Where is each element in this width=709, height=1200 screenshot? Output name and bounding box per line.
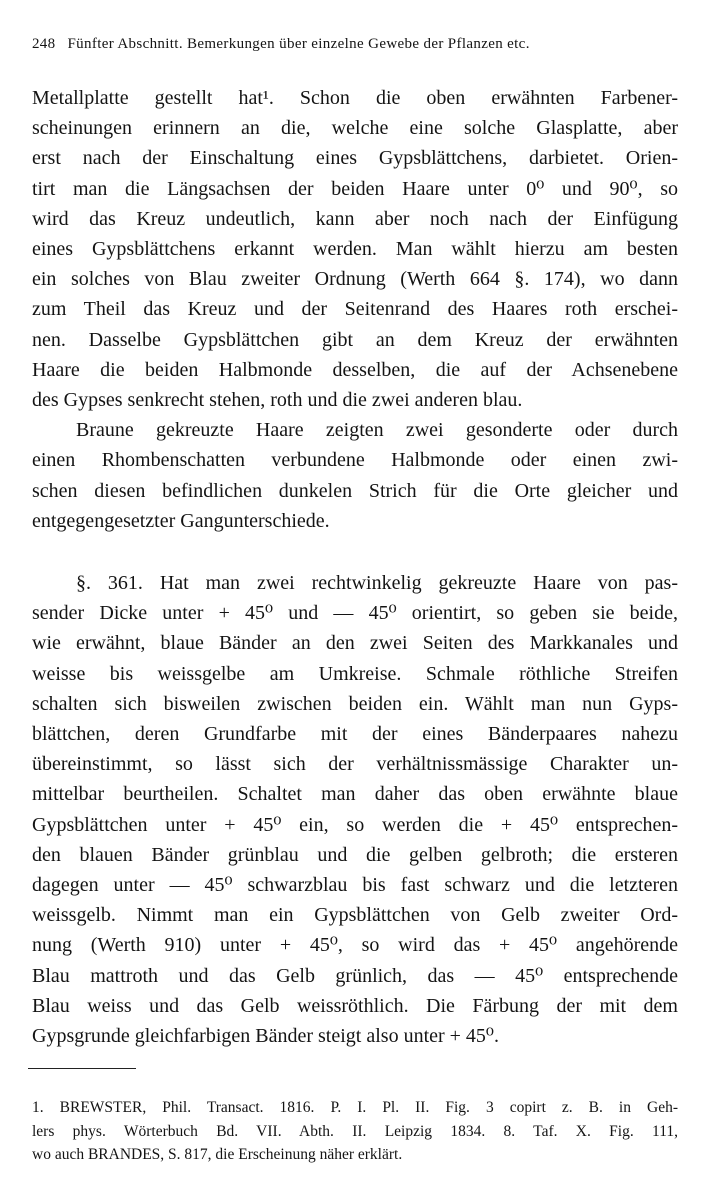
text-line: mittelbar beurtheilen. Schaltet man daher das oben erwähnte blaue xyxy=(32,783,678,806)
footnote xyxy=(32,1096,678,1167)
text-line: scheinungen erinnern an die, welche eine solche Glasplatte, aber xyxy=(32,117,678,140)
text-line: Gypsblättchen unter + 45⁰ ein, so werden die + 45⁰ entsprechen- xyxy=(32,813,678,836)
text-line: zum Theil das Kreuz und der Seitenrand des Haares roth erschei- xyxy=(32,298,678,321)
text-line: wie erwähnt, blaue Bänder an den zwei Seiten des Markkanales und xyxy=(32,632,678,655)
text-line: des Gypses senkrecht stehen, roth und die zwei anderen blau. xyxy=(32,389,523,412)
text-line: Metallplatte gestellt hat¹. Schon die oben erwähnten Farbener- xyxy=(32,87,678,109)
section-gap xyxy=(32,536,678,568)
paragraph-2 xyxy=(32,415,678,536)
text-line: tirt man die Längsachsen der beiden Haare unter 0⁰ und 90⁰, so xyxy=(32,177,678,200)
text-line: Gypsgrunde gleichfarbigen Bänder steigt also unter + 45⁰. xyxy=(32,1025,499,1048)
text-line: ein solches von Blau zweiter Ordnung (Werth 664 §. 174), wo dann xyxy=(32,268,678,291)
text-line: Blau mattroth und das Gelb grünlich, das — 45⁰ entsprechende xyxy=(32,964,678,987)
text-line: schen diesen befindlichen dunkelen Strich für die Orte gleicher und xyxy=(32,479,678,502)
text-line: den blauen Bänder grünblau und die gelben gelbroth; die ersteren xyxy=(32,843,678,866)
text-line: Braune gekreuzte Haare zeigten zwei gesonderte oder durch xyxy=(76,419,678,442)
footnote-line: lers phys. Wörterbuch Bd. VII. Abth. II. Leipzig 1834. 8. Taf. X. Fig. 111, xyxy=(32,1122,678,1140)
text-line: blättchen, deren Grundfarbe mit der eines Bänderpaares nahezu xyxy=(32,723,678,746)
text-line: §. 361. Hat man zwei rechtwinkelig gekreuzte Haare von pas- xyxy=(76,572,678,595)
running-title: Fünfter Abschnitt. Bemerkungen über einzelne Gewebe der Pflanzen etc. xyxy=(67,36,530,52)
text-line: übereinstimmt, so lässt sich der verhältnissmässige Charakter un- xyxy=(32,753,678,776)
text-line: weisse bis weissgelbe am Umkreise. Schmale röthliche Streifen xyxy=(32,662,678,685)
text-line: einen Rhombenschatten verbundene Halbmonde oder einen zwi- xyxy=(32,449,678,472)
text-line: schalten sich bisweilen zwischen beiden ein. Wählt man nun Gyps- xyxy=(32,692,678,715)
text-line: Blau weiss und das Gelb weissröthlich. Die Färbung der mit dem xyxy=(32,994,678,1017)
text-line: nen. Dasselbe Gypsblättchen gibt an dem Kreuz der erwähnten xyxy=(32,328,678,351)
text-line: dagegen unter — 45⁰ schwarzblau bis fast schwarz und die letzteren xyxy=(32,874,678,897)
text-line: weissgelb. Nimmt man ein Gypsblättchen von Gelb zweiter Ord- xyxy=(32,904,678,927)
page-number: 248 xyxy=(32,36,56,52)
text-line: erst nach der Einschaltung eines Gypsblättchens, darbietet. Orien- xyxy=(32,147,678,170)
paragraph-1 xyxy=(32,83,678,415)
paragraph-3 xyxy=(32,568,678,1051)
text-line: wird das Kreuz undeutlich, kann aber noch nach der Einfügung xyxy=(32,207,678,230)
page-body xyxy=(32,36,678,1051)
footnote-line: 1. BREWSTER, Phil. Transact. 1816. P. I. Pl. II. Fig. 3 copirt z. B. in Geh- xyxy=(32,1099,678,1116)
text-line: Haare die beiden Halbmonde desselben, die auf der Achsenebene xyxy=(32,358,678,381)
text-line: entgegengesetzter Gangunterschiede. xyxy=(32,509,330,532)
running-header xyxy=(32,36,678,53)
text-line: sender Dicke unter + 45⁰ und — 45⁰ orientirt, so geben sie beide, xyxy=(32,602,678,625)
footnote-line: wo auch BRANDES, S. 817, die Erscheinung näher erklärt. xyxy=(32,1146,403,1163)
text-line: nung (Werth 910) unter + 45⁰, so wird das + 45⁰ angehörende xyxy=(32,934,678,957)
footnote-rule xyxy=(28,1068,136,1069)
text-line: eines Gypsblättchens erkannt werden. Man wählt hierzu am besten xyxy=(32,238,678,261)
